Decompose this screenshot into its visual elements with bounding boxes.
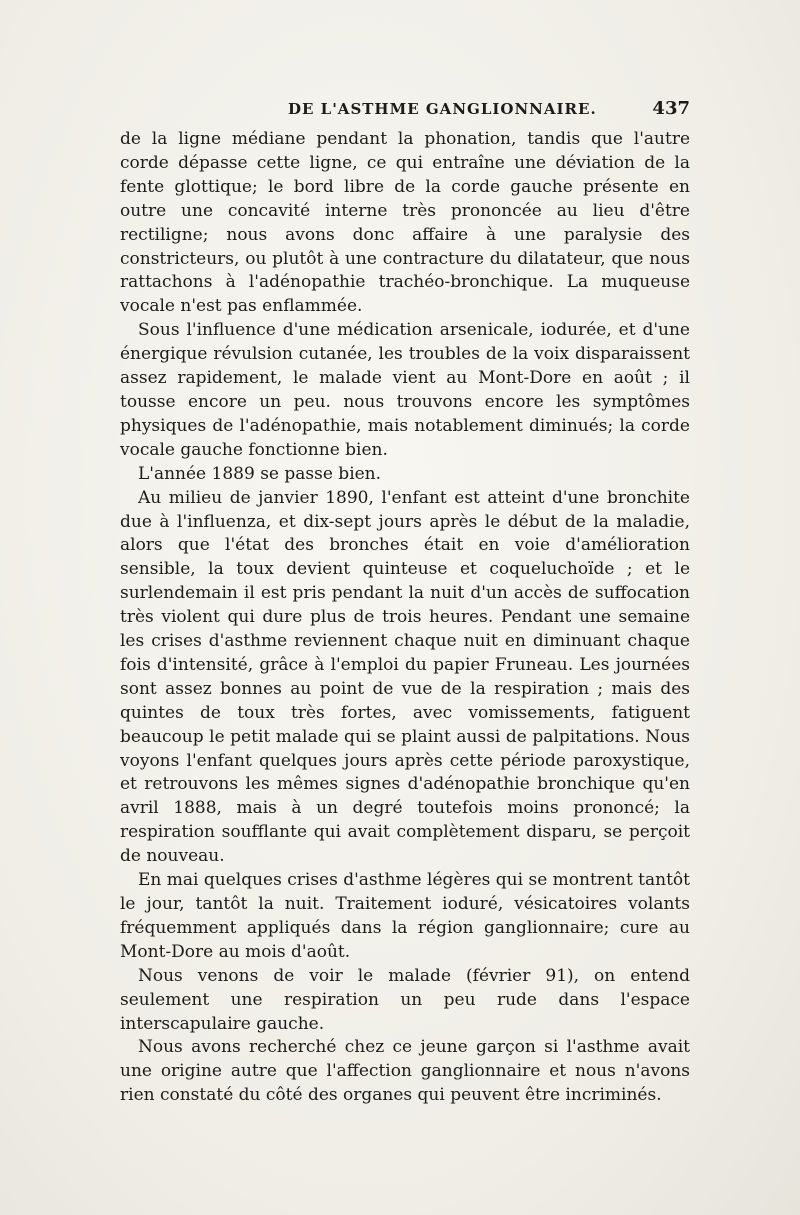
body-text	[120, 128, 690, 1108]
paragraph: En mai quelques crises d'asthme légères qui se montrent tantôt le jour, tantôt la nuit. Traitement ioduré, vésicatoires volants fréquemment appliqués dans la région ganglionnaire; cure au Mont-Dore au mois d'août.	[120, 870, 690, 962]
paragraph-continuation: de la ligne médiane pendant la phonation, tandis que l'autre corde dépasse cette ligne, ce qui entraîne une déviation de la fente glottique; le bord libre de la corde gauche présente en outre une concavité interne très prononcée au lieu d'être rectiligne; nous avons donc affaire à une paralysie des constricteurs, ou plutôt à une contracture du dilatateur, que nous rattachons à l'adénopathie trachéo-bronchique. La muqueuse vocale n'est pas enflammée.	[120, 129, 690, 317]
page-header	[120, 100, 690, 124]
paragraph: Nous venons de voir le malade (février 91), on entend seulement une respiration un peu rude dans l'espace interscapulaire gauche.	[120, 965, 690, 1034]
paragraph: Sous l'influence d'une médication arsenicale, iodurée, et d'une énergique révulsion cutanée, les troubles de la voix disparaissent assez rapidement, le malade vient au Mont-Dore en août ; il tousse encore un peu. nous trouvons encore les symptômes physiques de l'adénopathie, mais notablement diminués; la corde vocale gauche fonctionne bien.	[120, 320, 690, 460]
paragraph: L'année 1889 se passe bien.	[138, 463, 382, 484]
paragraph: Nous avons recherché chez ce jeune garçon si l'asthme avait une origine autre que l'affection ganglionnaire et nous n'avons rien constaté du côté des organes qui peuvent être incriminés.	[120, 1037, 690, 1106]
page-number: 437	[652, 98, 690, 119]
running-title: DE L'ASTHME GANGLIONNAIRE.	[288, 100, 597, 118]
paragraph: Au milieu de janvier 1890, l'enfant est atteint d'une bronchite due à l'influenza, et dix-sept jours après le début de la maladie, alors que l'état des bronches était en voie d'amélioration sensible, la toux devient quinteuse et coqueluchoïde ; et le surlendemain il est pris pendant la nuit d'un accès de suffocation très violent qui dure plus de trois heures. Pendant une semaine les crises d'asthme reviennent chaque nuit en diminuant chaque fois d'intensité, grâce à l'emploi du papier Fruneau. Les journées sont assez bonnes au point de vue de la respiration ; mais des quintes de toux très fortes, avec vomissements, fatiguent beaucoup le petit malade qui se plaint aussi de palpitations. Nous voyons l'enfant quelques jours après cette période paroxystique, et retrouvons les mêmes signes d'adénopathie bronchique qu'en avril 1888, mais à un degré toutefois moins prononcé; la respiration soufflante qui avait complètement disparu, se perçoit de nouveau.	[120, 487, 690, 867]
